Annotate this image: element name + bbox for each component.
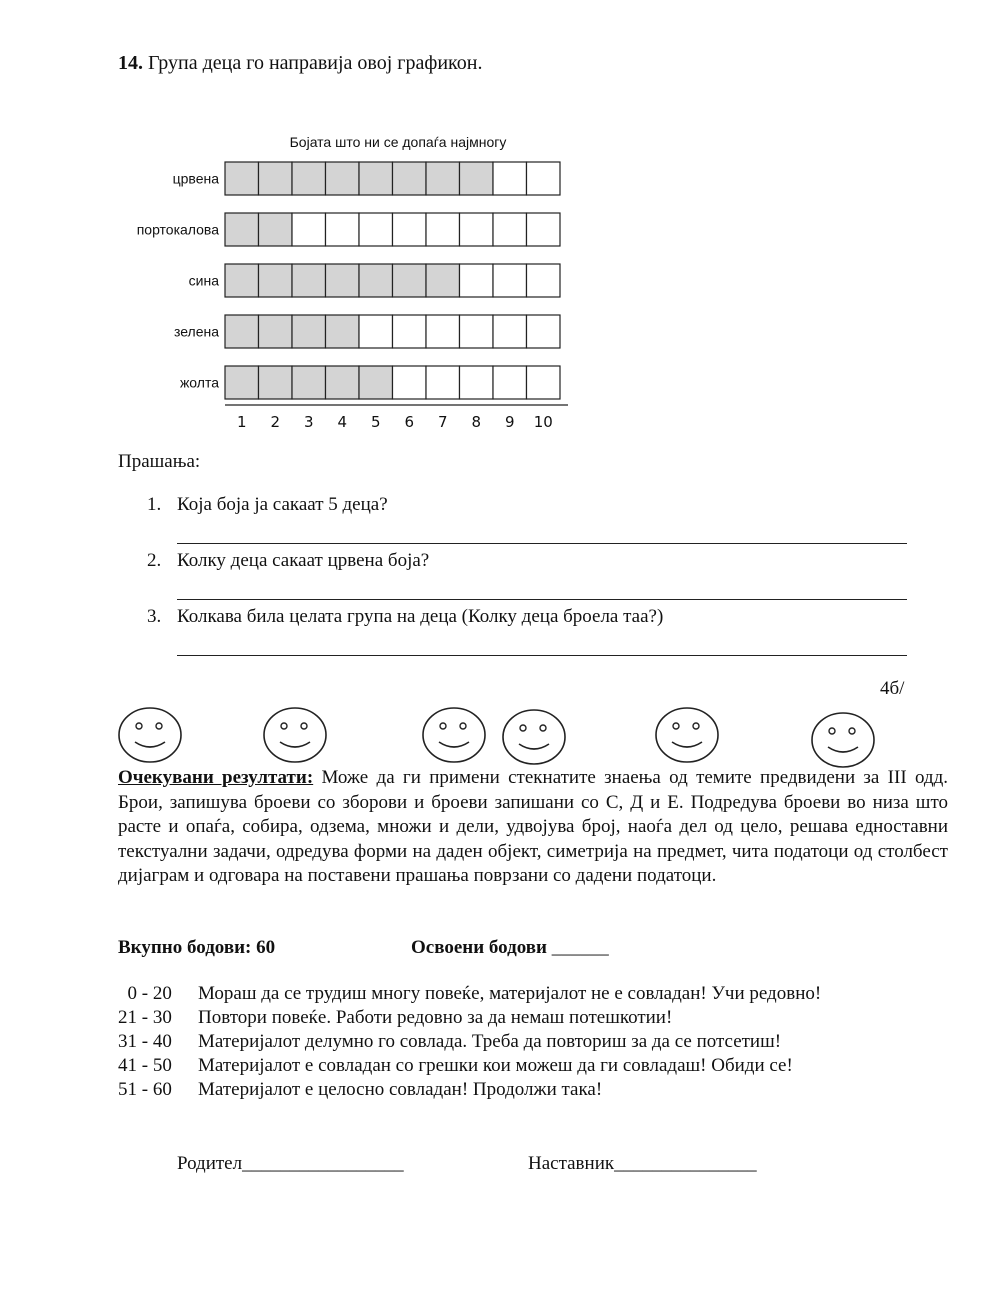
empty-cell (527, 213, 561, 246)
filled-cell (292, 162, 326, 195)
x-tick-label: 7 (437, 413, 448, 431)
filled-cell (292, 264, 326, 297)
earned-points-blank[interactable]: ______ (546, 937, 609, 958)
chart-bar (137, 213, 560, 246)
empty-cell (326, 213, 360, 246)
filled-cell (225, 162, 259, 195)
chart-bar (173, 162, 560, 195)
grading-text: Материјалот е целосно совладан! Продолжи така! (198, 1079, 603, 1100)
empty-cell (493, 315, 527, 348)
question-number: 3. (147, 606, 162, 627)
empty-cell (493, 213, 527, 246)
task-heading (118, 52, 482, 75)
earned-points (411, 937, 609, 959)
task-number: 14. (118, 52, 143, 74)
question-1 (147, 494, 388, 516)
outcomes-heading: Очекувани резултати: (118, 767, 314, 788)
filled-cell (259, 264, 293, 297)
points-label: 4б/ (880, 678, 905, 699)
grading-text: Повтори повеќе. Работи редовно за да немаш потешкотии! (198, 1007, 673, 1028)
x-tick-label: 6 (404, 413, 415, 431)
filled-cell (326, 162, 360, 195)
empty-cell (426, 366, 460, 399)
filled-cell (359, 162, 393, 195)
x-tick-label: 9 (504, 413, 515, 431)
grading-range: 31 - 40 (118, 1031, 172, 1052)
answer-line-2[interactable] (177, 599, 907, 600)
question-text: Колку деца сакаат црвена боја? (177, 550, 430, 571)
grading-row (118, 983, 821, 1005)
x-tick-label: 8 (471, 413, 482, 431)
smiley-icon[interactable] (810, 711, 876, 769)
grading-text: Материјалот е совладан со грешки кои можеш да ги совладаш! Обиди се! (198, 1055, 793, 1076)
empty-cell (527, 162, 561, 195)
grading-text: Материјалот делумно го совлада. Треба да повториш за да се потсетиш! (198, 1031, 782, 1052)
filled-cell (393, 264, 427, 297)
empty-cell (493, 366, 527, 399)
filled-cell (393, 162, 427, 195)
filled-cell (225, 264, 259, 297)
filled-cell (292, 315, 326, 348)
filled-cell (460, 162, 494, 195)
x-tick-label: 1 (236, 413, 247, 431)
filled-cell (359, 264, 393, 297)
smiley-icon[interactable] (501, 708, 567, 766)
x-tick-label: 10 (533, 413, 553, 431)
category-label: црвена (172, 170, 219, 187)
x-tick-label: 2 (270, 413, 281, 431)
filled-cell (292, 366, 326, 399)
grading-row (118, 1007, 672, 1029)
filled-cell (326, 264, 360, 297)
x-tick-label: 5 (370, 413, 381, 431)
teacher-signature[interactable]: Наставник_______________ (528, 1153, 757, 1174)
chart-bar (180, 366, 560, 399)
questions-label: Прашања: (118, 451, 201, 472)
question-3 (147, 606, 663, 628)
filled-cell (326, 315, 360, 348)
grading-range: 0 - 20 (118, 983, 172, 1004)
expected-outcomes (118, 766, 948, 889)
outcomes-text: Може да ги примени стекнатите знаења од темите предвидени за III одд. Брои, запишува броеви со зборови и броеви запишани со С, Д и Е. Подредува броеви во низа што расте и опаѓа, собира, одзема, множи и дели, удвојува број, наоѓа дел од цело, решава едноставни текстуални задачи, одредува форми на даден објект, симетрија на предмет, чита податоци од столбест дијаграм и одговара на поставени прашања поврзани со дадени податоци. (118, 767, 948, 886)
chart-bar (189, 264, 560, 297)
parent-signature[interactable]: Родител_________________ (177, 1153, 404, 1174)
category-label: зелена (173, 323, 219, 340)
filled-cell (225, 213, 259, 246)
grading-text: Мораш да се трудиш многу повеќе, материјалот не е совладан! Учи редовно! (198, 983, 822, 1004)
grading-row (118, 1055, 793, 1077)
empty-cell (493, 162, 527, 195)
earned-points-label: Освоени бодови (411, 937, 547, 958)
empty-cell (460, 264, 494, 297)
x-tick-label: 3 (303, 413, 314, 431)
smiley-icon[interactable] (421, 706, 487, 764)
empty-cell (460, 315, 494, 348)
filled-cell (259, 213, 293, 246)
category-label: сина (188, 272, 219, 289)
smiley-icon[interactable] (117, 706, 183, 764)
total-points: Вкупно бодови: 60 (118, 937, 276, 958)
filled-cell (259, 366, 293, 399)
empty-cell (527, 264, 561, 297)
filled-cell (359, 366, 393, 399)
filled-cell (326, 366, 360, 399)
empty-cell (460, 213, 494, 246)
empty-cell (359, 213, 393, 246)
grading-range: 51 - 60 (118, 1079, 172, 1100)
x-tick-label: 4 (337, 413, 348, 431)
filled-cell (225, 315, 259, 348)
grading-row (118, 1079, 602, 1101)
empty-cell (527, 366, 561, 399)
question-number: 1. (147, 494, 162, 515)
category-label: портокалова (136, 221, 219, 238)
category-label: жолта (179, 374, 219, 391)
question-text: Која боја ја сакаат 5 деца? (177, 494, 388, 515)
question-2 (147, 550, 429, 572)
task-text: Група деца го направија овој графикон. (148, 52, 483, 74)
filled-cell (259, 162, 293, 195)
grading-row (118, 1031, 781, 1053)
chart-bar (174, 315, 560, 348)
empty-cell (493, 264, 527, 297)
empty-cell (527, 315, 561, 348)
smiley-icon[interactable] (654, 706, 720, 764)
filled-cell (259, 315, 293, 348)
grading-range: 41 - 50 (118, 1055, 172, 1076)
empty-cell (426, 213, 460, 246)
empty-cell (292, 213, 326, 246)
question-number: 2. (147, 550, 162, 571)
empty-cell (393, 315, 427, 348)
smiley-icon[interactable] (262, 706, 328, 764)
empty-cell (393, 366, 427, 399)
filled-cell (225, 366, 259, 399)
empty-cell (426, 315, 460, 348)
filled-cell (426, 264, 460, 297)
answer-line-3[interactable] (177, 655, 907, 656)
bar-chart (110, 125, 580, 440)
empty-cell (359, 315, 393, 348)
grading-range: 21 - 30 (118, 1007, 172, 1028)
answer-line-1[interactable] (177, 543, 907, 544)
empty-cell (460, 366, 494, 399)
chart-title: Бојата што ни се допаѓа најмногу (289, 134, 507, 150)
question-text: Колкава била целата група на деца (Колку деца броела таа?) (177, 606, 664, 627)
empty-cell (393, 213, 427, 246)
filled-cell (426, 162, 460, 195)
